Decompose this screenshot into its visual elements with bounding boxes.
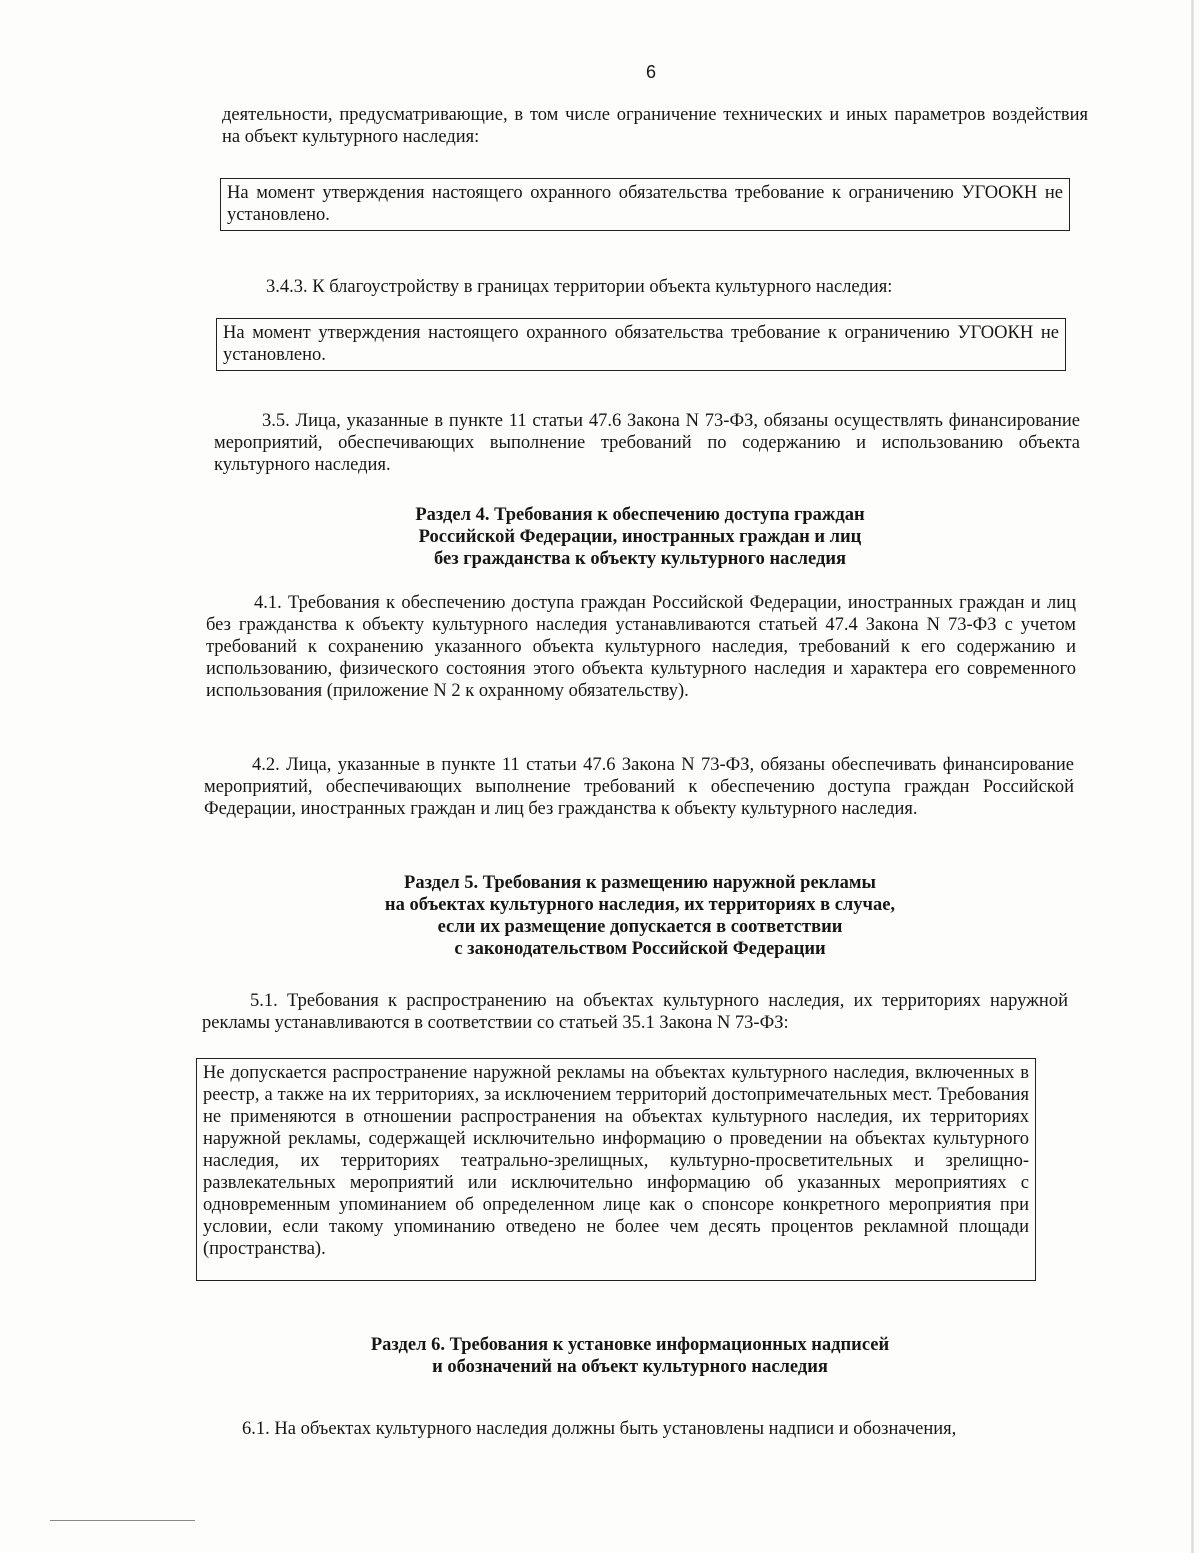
section-4-heading [290,504,990,570]
footer-rule [50,1520,195,1521]
requirement-box-3: Не допускается распространение наружной рекламы на объектах культурного наследия, включенных в реестр, а также на их территориях, за исключением территорий достопримечательных мест. Требования не применяются в отношении распространения на объектах культурного наследия, их территориях наружной рекламы, содержащей исключительно информацию о проведении на объектах культурного наследия, их территориях театрально-зрелищных, культурно-просветительных и зрелищно-развлекательных мероприятий или исключительно информацию об указанных мероприятиях с одновременным упоминанием об определенном лице как о спонсоре конкретного мероприятия при условии, если такому упоминанию отведено не более чем десять процентов рекламной площади (пространства). [196,1058,1036,1281]
page-number: 6 [646,62,657,82]
section-5-line-1: Раздел 5. Требования к размещению наружной рекламы [404,873,876,893]
section-5-line-3: если их размещение допускается в соответствии [437,917,843,937]
requirement-box-2: На момент утверждения настоящего охранного обязательства требование к ограничению УГООКН не установлено. [216,318,1066,371]
section-5-heading [280,872,1000,960]
paragraph-5-1: 5.1. Требования к распространению на объектах культурного наследия, их территориях наружной рекламы устанавливаются в соответствии со статьей 35.1 Закона N 73-ФЗ: [202,991,1068,1033]
section-4-line-2: Российской Федерации, иностранных граждан и лиц [418,527,862,547]
section-5-line-2: на объектах культурного наследия, их территориях в случае, [384,895,896,915]
paragraph-6-1: 6.1. На объектах культурного наследия должны быть установлены надписи и обозначения, [242,1419,957,1439]
paragraph-4-2: 4.2. Лица, указанные в пункте 11 статьи 47.6 Закона N 73-ФЗ, обязаны обеспечивать финансирование мероприятий, обеспечивающих выполнение требований к обеспечению доступа граждан Российской Федерации, иностранных граждан и лиц без гражданства к объекту культурного наследия. [204,755,1074,819]
section-4-line-1: Раздел 4. Требования к обеспечению доступа граждан [415,505,865,525]
section-5-line-4: с законодательством Российской Федерации [454,939,826,959]
section-6-line-1: Раздел 6. Требования к установке информационных надписей [370,1335,890,1355]
section-6-line-2: и обозначений на объект культурного наследия [432,1357,828,1377]
section-6-heading [300,1334,960,1378]
intro-paragraph: деятельности, предусматривающие, в том числе ограничение технических и иных параметров воздействия на объект культурного наследия: [222,105,1088,147]
paragraph-3-5: 3.5. Лица, указанные в пункте 11 статьи 47.6 Закона N 73-ФЗ, обязаны осуществлять финансирование мероприятий, обеспечивающих выполнение требований по содержанию и использованию объекта культурного наследия. [214,411,1080,475]
section-4-line-3: без гражданства к объекту культурного наследия [433,549,846,569]
requirement-box-1: На момент утверждения настоящего охранного обязательства требование к ограничению УГООКН не установлено. [220,178,1070,231]
paragraph-4-1: 4.1. Требования к обеспечению доступа граждан Российской Федерации, иностранных граждан и лиц без гражданства к объекту культурного наследия устанавливаются статьей 47.4 Закона N 73-ФЗ с учетом требований к сохранению указанного объекта культурного наследия, требований к его содержанию и использованию, физического состояния этого объекта культурного наследия и характера его современного использования (приложение N 2 к охранному обязательству). [206,593,1076,701]
scan-edge [1191,0,1194,1553]
paragraph-3-4-3: 3.4.3. К благоустройству в границах территории объекта культурного наследия: [266,277,893,297]
